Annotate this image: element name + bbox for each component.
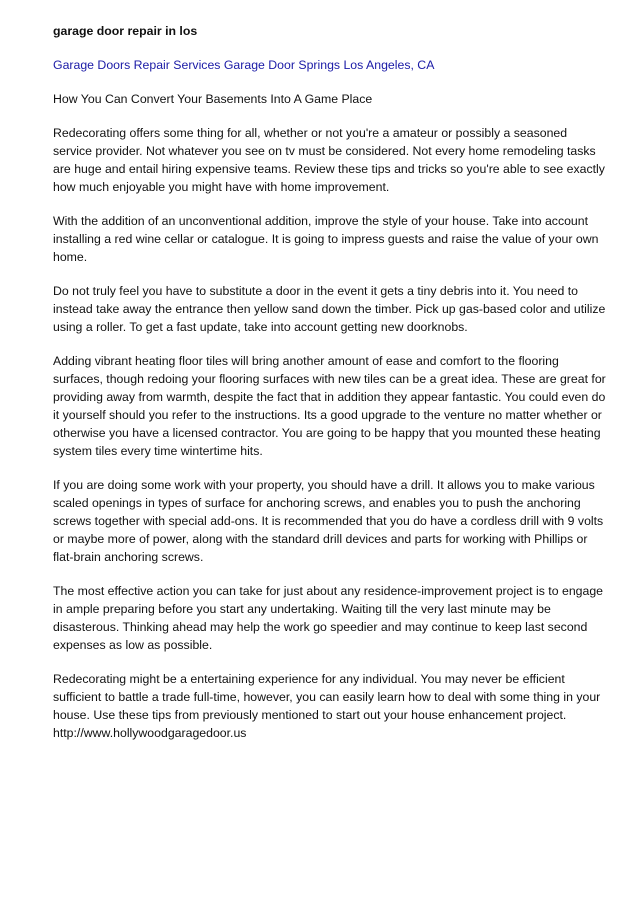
document-page bbox=[53, 22, 609, 758]
paragraph: With the addition of an unconventional addition, improve the style of your house. Take into account installing a red wine cellar or catalogue. It is going to impress guests and raise the value of your own home. bbox=[53, 214, 599, 264]
article-link[interactable]: Garage Doors Repair Services Garage Door Springs Los Angeles, CA bbox=[53, 58, 435, 72]
paragraph: Do not truly feel you have to substitute a door in the event it gets a tiny debris into it. You need to instead take away the entrance then yellow sand down the timber. Pick up gas-based color and utilize using a roller. To get a fast update, take into account getting new doorknobs. bbox=[53, 284, 606, 334]
document-title: garage door repair in los bbox=[53, 24, 198, 38]
paragraph: The most effective action you can take for just about any residence-improvement project is to engage in ample preparing before you start any undertaking. Waiting till the very last minute may be disasterous. Thinking ahead may help the work go speedier and may continue to keep last second expenses as low as possible. bbox=[53, 584, 604, 652]
paragraph: If you are doing some work with your property, you should have a drill. It allows you to make various scaled openings in types of surface for anchoring screws, and enables you to push the anchoring screws together with special add-ons. It is recommended that you do have a cordless drill with 9 volts or maybe more of power, along with the standard drill devices and parts for working with Phillips or flat-brain anchoring screws. bbox=[53, 478, 604, 564]
paragraph: Redecorating offers some thing for all, whether or not you're a amateur or possibly a seasoned service provider. Not whatever you see on tv must be considered. Not every home remodeling tasks are huge and entail hiring expensive teams. Review these tips and tricks so you're able to see exactly how much enjoyable you might have with home improvement. bbox=[53, 126, 605, 194]
paragraph: Adding vibrant heating floor tiles will bring another amount of ease and comfort to the flooring surfaces, though redoing your flooring surfaces with new tiles can be a great idea. These are great for providing away from warmth, despite the fact that in addition they appear fantastic. You could even do it yourself should you refer to the instructions. Its a good upgrade to the venture no matter whether or otherwise you have a licensed contractor. You are going to be happy that you mounted these heating system tiles every time wintertime hits. bbox=[53, 354, 606, 458]
article-subtitle: How You Can Convert Your Basements Into A Game Place bbox=[53, 92, 373, 106]
paragraph: Redecorating might be a entertaining experience for any individual. You may never be efficient sufficient to battle a trade full-time, however, you can easily learn how to deal with some thing in your house. Use these tips from previously mentioned to start out your house enhancement project. http://www.hollywoodgaragedoor.us bbox=[53, 672, 601, 740]
